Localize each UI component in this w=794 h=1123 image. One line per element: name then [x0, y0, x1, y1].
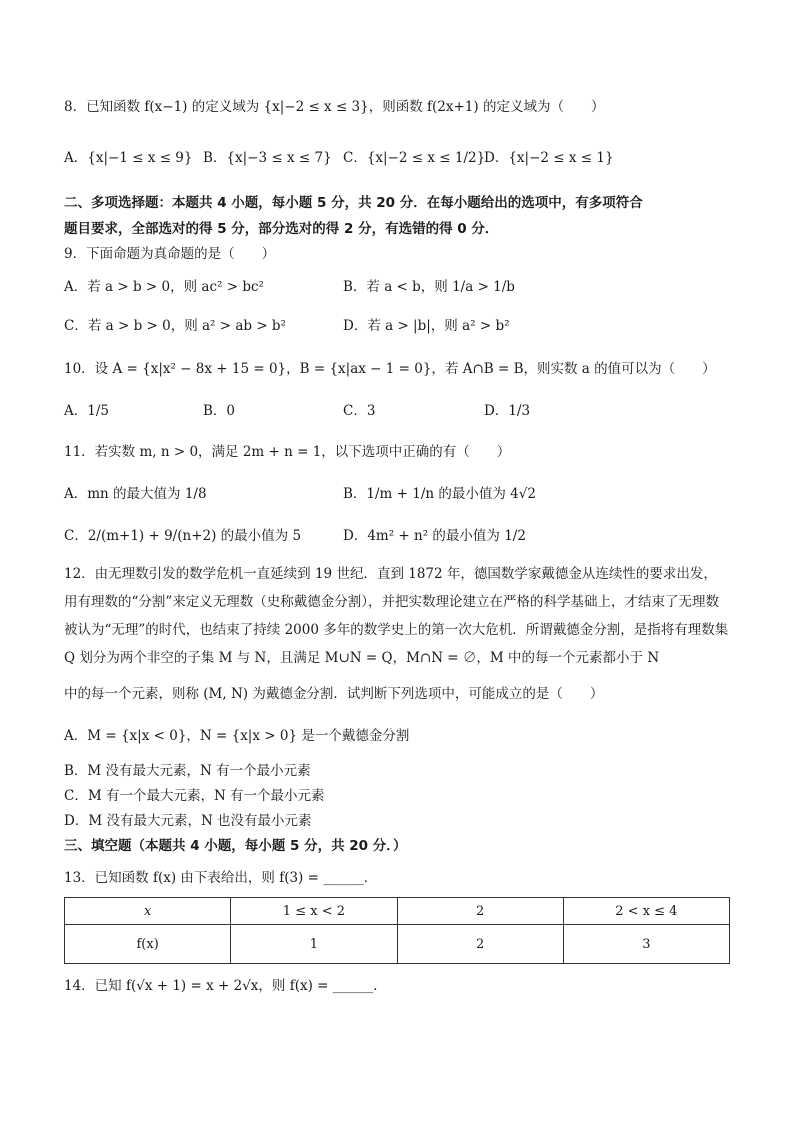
q11-option-d: D．4m² + n² 的最小值为 1/2 [343, 528, 526, 544]
q12-stem-continued: 中的每一个元素，则称 (M, N) 为戴德金分割．试判断下列选项中，可能成立的是（ ） [64, 686, 604, 702]
section2-heading-line2: 题目要求，全部选对的得 5 分，部分选对的得 2 分，有选错的得 0 分． [64, 221, 499, 237]
q12-stem: 12．由无理数引发的数学危机一直延续到 19 世纪．直到 1872 年，德国数学家戴德金从连续性的要求出发，用有理数的“分割”来定义无理数（史称戴德金分割），并把实数理论建立在严格的科学基础上，才结束了无理数被认为“无理”的时代，也结束了持续 2000 多年的数学史上的第一次大危机．所谓戴德金分割，是指将有理数集 Q 划分为两个非空的子集 M 与 N，且满足 M∪N = Q，M∩N = ∅，M 中的每一个元素都小于 N [64, 566, 729, 666]
q11-option-a: A．mn 的最大值为 1/8 [64, 486, 207, 502]
q8-option-a: A．{x|−1 ≤ x ≤ 9} [64, 150, 193, 166]
q9-stem: 9．下面命题为真命题的是（ ） [64, 246, 276, 262]
q10-option-a: A．1/5 [64, 403, 109, 419]
q10-option-d: D．1/3 [484, 403, 531, 419]
q12-option-a: A．M = {x|x < 0}，N = {x|x > 0} 是一个戴德金分割 [64, 728, 410, 744]
q8-stem: 8．已知函数 f(x−1) 的定义域为 {x|−2 ≤ x ≤ 3}，则函数 f(2x+1) 的定义域为（ ） [64, 99, 605, 115]
q11-stem: 11．若实数 m, n > 0，满足 2m + n = 1，以下选项中正确的有（ ） [64, 444, 511, 460]
q10-option-b: B．0 [203, 403, 236, 419]
q12-option-b: B．M 没有最大元素，N 有一个最小元素 [64, 763, 311, 779]
q10-option-c: C．3 [343, 403, 376, 419]
section3-heading: 三、填空题（本题共 4 小题，每小题 5 分，共 20 分．） [64, 838, 407, 854]
table-header-cell: 2 [397, 898, 563, 925]
q13-stem: 13．已知函数 f(x) 由下表给出，则 f(3) = ______． [64, 870, 378, 886]
table-row [65, 925, 730, 964]
q10-stem: 10．设 A = {x|x² − 8x + 15 = 0}，B = {x|ax − 1 = 0}，若 A∩B = B，则实数 a 的值可以为（ ） [64, 361, 716, 377]
table-cell: 3 [563, 925, 729, 964]
q9-option-c: C．若 a > b > 0，则 a² > ab > b² [64, 318, 286, 334]
q9-option-b: B．若 a < b，则 1/a > 1/b [343, 279, 515, 295]
q8-option-b: B．{x|−3 ≤ x ≤ 7} [203, 150, 332, 166]
q12-option-d: D．M 没有最大元素，N 也没有最小元素 [64, 813, 312, 829]
q14-stem: 14．已知 f(√x + 1) = x + 2√x，则 f(x) = ______． [64, 978, 387, 994]
table-header-cell: x [65, 898, 231, 925]
q8-option-c: C．{x|−2 ≤ x ≤ 1/2} [343, 150, 486, 166]
q12-option-c: C．M 有一个最大元素，N 有一个最小元素 [64, 788, 325, 804]
q13-value-table [64, 897, 730, 964]
q9-option-d: D．若 a > |b|，则 a² > b² [343, 318, 510, 334]
table-header-row [65, 898, 730, 925]
q8-option-d: D．{x|−2 ≤ x ≤ 1} [484, 150, 614, 166]
section2-heading-line1: 二、多项选择题：本题共 4 小题，每小题 5 分，共 20 分．在每小题给出的选项中，有多项符合 [64, 195, 643, 211]
table-header-cell: 1 ≤ x < 2 [231, 898, 397, 925]
table-cell: 1 [231, 925, 397, 964]
table-header-cell: 2 < x ≤ 4 [563, 898, 729, 925]
q9-option-a: A．若 a > b > 0，则 ac² > bc² [64, 279, 264, 295]
q11-option-c: C．2/(m+1) + 9/(n+2) 的最小值为 5 [64, 528, 302, 544]
q11-option-b: B．1/m + 1/n 的最小值为 4√2 [343, 486, 536, 502]
table-cell: 2 [397, 925, 563, 964]
table-cell: f(x) [65, 925, 231, 964]
